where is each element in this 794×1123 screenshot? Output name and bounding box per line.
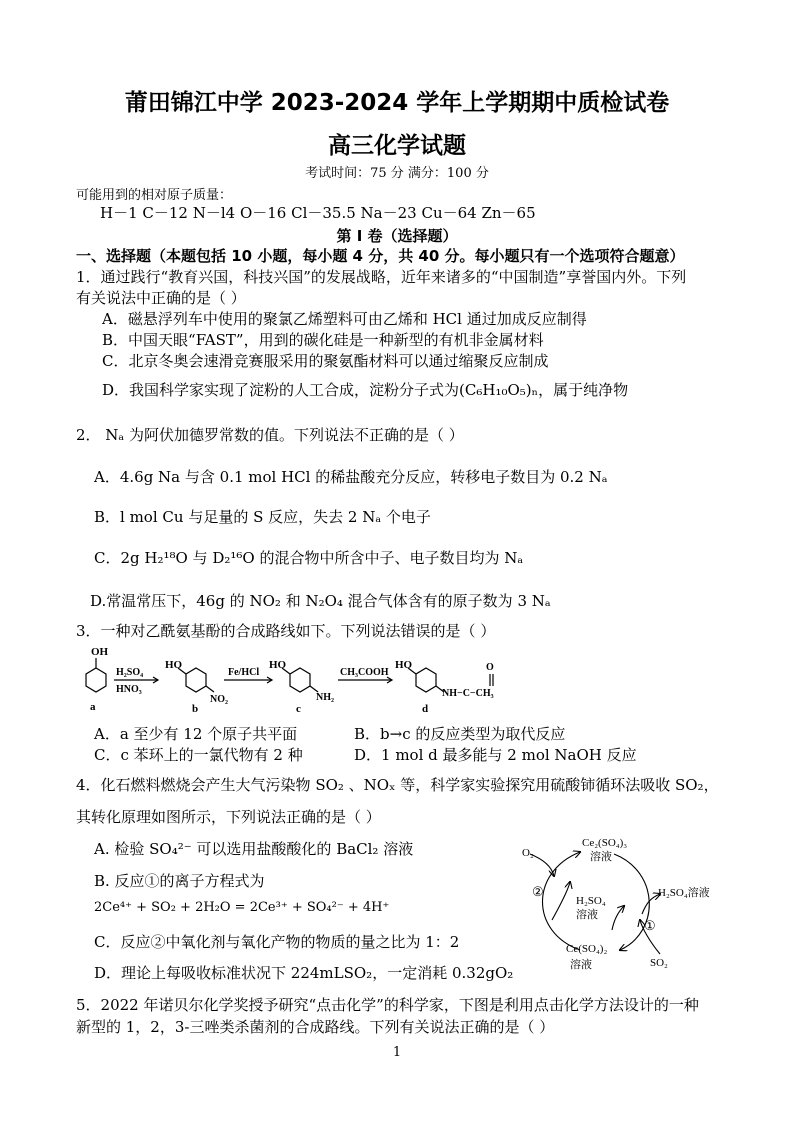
q5-stem-line2: 新型的 1，2，3-三唑类杀菌剂的合成路线。下列有关说法正确的是（ ）: [76, 1018, 555, 1036]
synthesis-route-diagram: [76, 642, 546, 720]
q1-option-a: A．磁悬浮列车中使用的聚氯乙烯塑料可由乙烯和 HCl 通过加成反应制得: [102, 310, 587, 328]
svg-text:H₂SO₄: H₂SO₄: [116, 667, 144, 678]
svg-text:HNO₃: HNO₃: [116, 684, 142, 695]
svg-text:OH: OH: [91, 646, 109, 658]
svg-text:②: ②: [532, 884, 544, 899]
q2-option-c: C．2g H₂¹⁸O 与 D₂¹⁶O 的混合物中所含中子、电子数目均为 Nₐ: [94, 549, 524, 567]
q1-option-d: D．我国科学家实现了淀粉的人工合成，淀粉分子式为(C₆H₁₀O₅)ₙ，属于纯净物: [102, 381, 629, 399]
cerium-cycle-diagram: [510, 832, 740, 974]
svg-text:b: b: [192, 703, 199, 715]
q3-option-a: A．a 至少有 12 个原子共平面: [94, 725, 298, 743]
svg-text:溶液: 溶液: [570, 959, 592, 971]
q4-option-c: C．反应②中氧化剂与氧化产物的物质的量之比为 1：2: [94, 933, 460, 951]
q1-stem-line2: 有关说法中正确的是（ ）: [76, 289, 246, 307]
svg-text:NO₂: NO₂: [210, 694, 228, 705]
svg-text:CH₃COOH: CH₃COOH: [340, 667, 389, 678]
benzene-ring-d: [416, 668, 436, 692]
q1-option-b: B．中国天眼“FAST”，用到的碳化硅是一种新型的有机非金属材料: [102, 331, 544, 349]
svg-text:Ce(SO₄)₂: Ce(SO₄)₂: [566, 943, 608, 955]
q1-stem-line1: 1．通过践行“教育兴国，科技兴国”的发展战略，近年来诸多的“中国制造”享誉国内外。下列: [76, 268, 687, 286]
benzene-ring-a: [86, 668, 106, 692]
q2-option-a: A．4.6g Na 与含 0.1 mol HCl 的稀盐酸充分反应，转移电子数目为 0.2 Nₐ: [94, 468, 608, 486]
exam-title: 莆田锦江中学 2023-2024 学年上学期期中质检试卷: [124, 90, 670, 116]
svg-text:O: O: [486, 662, 494, 673]
svg-text:a: a: [90, 701, 96, 713]
section-heading: 一、选择题（本题包括 10 小题，每小题 4 分，共 40 分。每小题只有一个选项符合题意）: [76, 247, 685, 265]
q4-equation: 2Ce⁴⁺ + SO₂ + 2H₂O = 2Ce³⁺ + SO₄²⁻ + 4H⁺: [94, 900, 390, 915]
q3-option-d: D．1 mol d 最多能与 2 mol NaOH 反应: [354, 746, 637, 764]
svg-text:O₂: O₂: [522, 847, 534, 859]
svg-text:SO₂: SO₂: [650, 957, 668, 969]
svg-text:HO: HO: [165, 659, 183, 671]
benzene-ring-b: [186, 668, 206, 692]
benzene-ring-c: [290, 668, 310, 692]
svg-text:c: c: [296, 703, 301, 715]
svg-text:NH₂: NH₂: [316, 692, 334, 703]
svg-text:H₂SO₄溶液: H₂SO₄溶液: [658, 887, 710, 899]
q1-option-c: C．北京冬奥会速滑竞赛服采用的聚氨酯材料可以通过缩聚反应制成: [102, 352, 549, 370]
exam-info: 考试时间：75 分 满分：100 分: [305, 166, 489, 181]
q2-option-b: B．l mol Cu 与足量的 S 反应，失去 2 Nₐ 个电子: [94, 508, 431, 526]
atomic-mass-label: 可能用到的相对原子质量：: [76, 188, 233, 203]
svg-text:Fe/HCl: Fe/HCl: [228, 667, 260, 678]
svg-text:Ce₂(SO₄)₃: Ce₂(SO₄)₃: [582, 837, 628, 849]
svg-text:HO: HO: [269, 659, 287, 671]
q4-option-d: D．理论上每吸收标准状况下 224mLSO₂，一定消耗 0.32gO₂: [94, 964, 514, 982]
q3-option-c: C．c 苯环上的一氯代物有 2 种: [94, 746, 303, 764]
svg-text:HO: HO: [395, 659, 413, 671]
q4-option-a: A. 检验 SO₄²⁻ 可以选用盐酸酸化的 BaCl₂ 溶液: [94, 840, 414, 858]
exam-subtitle: 高三化学试题: [328, 133, 466, 159]
svg-text:d: d: [422, 703, 429, 715]
q5-stem-line1: 5．2022 年诺贝尔化学奖授予研究“点击化学”的科学家，下图是利用点击化学方法设计的一种: [76, 996, 699, 1014]
volume-title: 第 I 卷（选择题）: [336, 227, 458, 245]
svg-text:NH−C−CH₃: NH−C−CH₃: [442, 688, 494, 699]
svg-text:H₂SO₄: H₂SO₄: [576, 895, 606, 907]
q2-option-d: D.常温常压下，46g 的 NO₂ 和 N₂O₄ 混合气体含有的原子数为 3 Nₐ: [90, 592, 551, 610]
svg-text:①: ①: [644, 918, 656, 933]
q2-stem: 2． Nₐ 为阿伏加德罗常数的值。下列说法不正确的是（ ）: [76, 426, 464, 444]
q4-option-b: B. 反应①的离子方程式为: [94, 872, 265, 890]
svg-text:溶液: 溶液: [576, 909, 598, 921]
q3-stem: 3．一种对乙酰氨基酚的合成路线如下。下列说法错误的是（ ）: [76, 622, 496, 640]
atomic-mass-list: H－1 C－12 N－l4 O－16 Cl－35.5 Na－23 Cu－64 Zn－65: [100, 204, 536, 222]
q4-stem-line1: 4．化石燃料燃烧会产生大气污染物 SO₂ 、NOₓ 等，科学家实验探究用硫酸铈循环法吸收 SO₂，: [76, 776, 719, 794]
q3-option-b: B．b→c 的反应类型为取代反应: [354, 725, 566, 743]
q4-stem-line2: 其转化原理如图所示，下列说法正确的是（ ）: [76, 808, 381, 826]
page-number: 1: [392, 1045, 402, 1060]
svg-text:溶液: 溶液: [590, 851, 612, 863]
